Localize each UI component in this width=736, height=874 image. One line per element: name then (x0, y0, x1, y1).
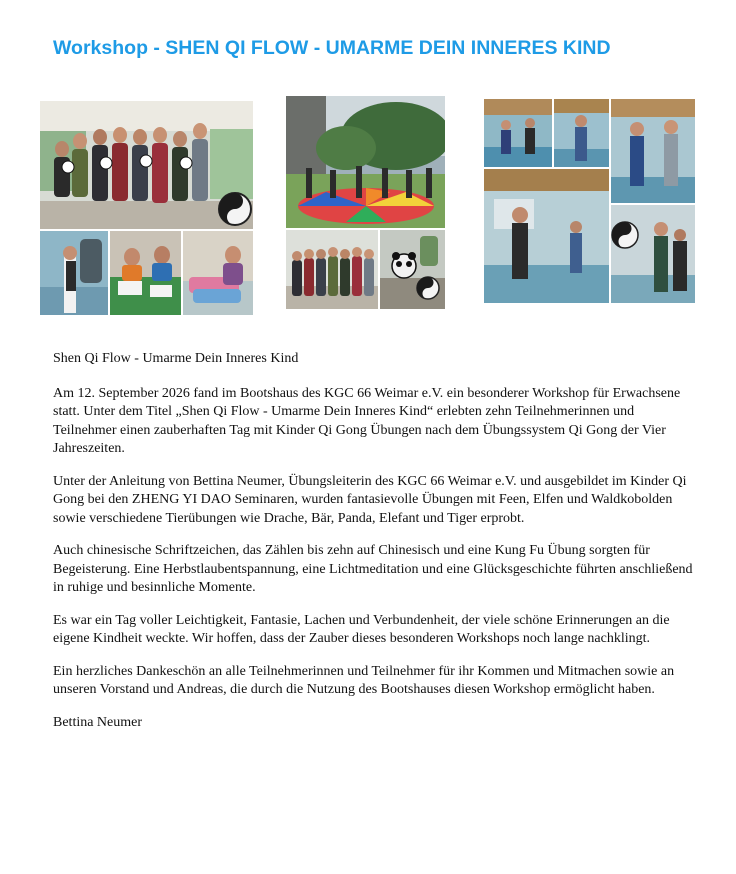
outdoor-parachute-photo (286, 96, 445, 228)
article-paragraph: Unter der Anleitung von Bettina Neumer, Übungsleiterin des KGC 66 Weimar e.V. und ausgebildet im Kinder Qi Gong bei den ZHENG YI DAO Seminaren, wurden fantasievolle Übungen mit Feen, Elfen und Waldkobolden sowie verschiedene Tierübungen wie Drache, Bär, Panda, Elefant und Tiger erprobt. (53, 473, 687, 526)
article-paragraph: Ein herzliches Dankeschön an alle Teilnehmerinnen und Teilnehmer für ihr Kommen und Mitmachen sowie an unseren Vorstand und Andreas, die durch die Nutzung des Bootshauses diesen Workshop ermöglicht haben. (53, 663, 675, 697)
exercise-on-mat-photo (40, 231, 108, 315)
photo-collage-center[interactable] (286, 96, 445, 309)
gym-exercise-photo-5 (611, 205, 695, 303)
article-paragraph: Am 12. September 2026 fand im Bootshaus des KGC 66 Weimar e.V. ein besonderer Workshop für Erwachsene statt. Unter dem Titel „Shen Qi Flow - Umarme Dein Inneres Kind“ erlebten zehn Teilnehmerinnen und Teilnehmer einen zauberhaften Tag mit Kinder Qi Gong Übungen nach dem Übungssystem Qi Gong der Vier Jahreszeiten. (53, 385, 681, 456)
painting-at-table-photo (110, 231, 181, 315)
gym-exercise-photo-1 (484, 99, 552, 167)
gym-exercise-photo-4 (484, 169, 609, 303)
article-paragraph: Es war ein Tag voller Leichtigkeit, Fantasie, Lachen und Verbundenheit, der viele schöne Erinnerungen an die eigene Kindheit weckte. Wir hoffen, dass der Zauber dieses besonderen Workshops noch lange nachklingt. (53, 612, 670, 646)
article-body (53, 350, 693, 746)
children-toys-photo (183, 231, 253, 315)
gym-exercise-photo-3 (611, 99, 695, 203)
plush-toys-photo (380, 230, 445, 309)
group-photo-with-plush-toys (40, 101, 253, 229)
page-title: Workshop - SHEN QI FLOW - UMARME DEIN INNERES KIND (53, 37, 611, 59)
article-signature: Bettina Neumer (53, 714, 143, 730)
photo-collage-left[interactable] (40, 101, 253, 315)
photo-collage-right[interactable] (484, 99, 695, 303)
article-paragraph: Auch chinesische Schriftzeichen, das Zählen bis zehn auf Chinesisch und eine Kung Fu Übung sorgten für Begeisterung. Eine Herbstlaubentspannung, eine Lichtmeditation und eine Glücksgeschichte führten anschließend in ruhige und besinnliche Momente. (53, 543, 693, 595)
indoor-group-photo (286, 230, 378, 309)
article-subtitle: Shen Qi Flow - Umarme Dein Inneres Kind (53, 351, 299, 366)
gym-exercise-photo-2 (554, 99, 609, 167)
